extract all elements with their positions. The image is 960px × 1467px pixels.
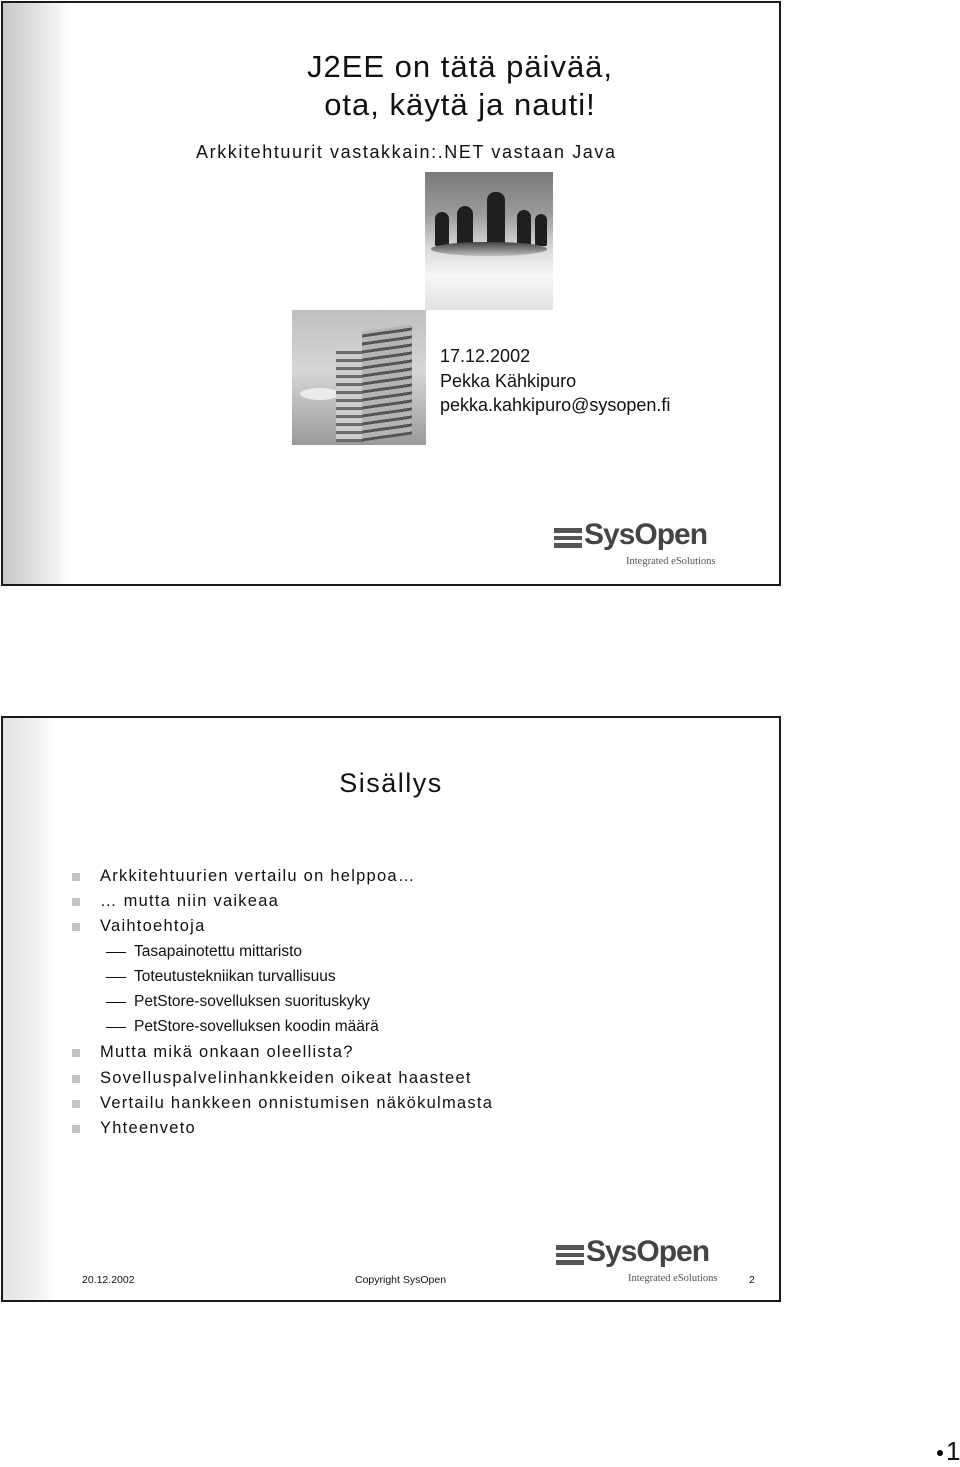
square-bullet-icon	[72, 1075, 80, 1083]
presenter-name: Pekka Kähkipuro	[440, 370, 577, 391]
square-bullet-icon	[72, 923, 80, 931]
presenter-email: pekka.kahkipuro@sysopen.fi	[440, 395, 671, 415]
dash-bullet-icon	[106, 1027, 126, 1028]
square-bullet-icon	[72, 1125, 80, 1133]
logo-wordmark: SysOpen	[586, 1235, 710, 1268]
sysopen-logo	[556, 1235, 736, 1290]
slide-1-subtitle: Arkkitehtuurit vastakkain:.NET vastaan Java	[196, 142, 617, 162]
page-number: 1	[937, 1436, 960, 1467]
toc-item: Arkkitehtuurien vertailu on helppoa…	[72, 865, 493, 890]
slide-side-band	[3, 3, 69, 584]
slide-1-title	[180, 48, 740, 124]
bullet-dot-icon	[937, 1450, 943, 1456]
logo-mark-icon	[554, 528, 582, 548]
toc-item: Vaihtoehtoja	[72, 915, 493, 940]
presenter-info	[440, 344, 670, 418]
sysopen-logo	[554, 518, 734, 573]
square-bullet-icon	[72, 1100, 80, 1108]
toc-item: Sovelluspalvelinhankkeiden oikeat haasteet	[72, 1067, 493, 1092]
toc-subitem: Toteutustekniikan turvallisuus	[72, 966, 493, 991]
slide-2-title: Sisällys	[339, 768, 443, 798]
slide-side-band	[3, 718, 55, 1300]
title-line-2: ota, käytä ja nauti!	[324, 87, 596, 122]
building-photo	[292, 310, 426, 445]
toc-item: Vertailu hankkeen onnistumisen näkökulmasta	[72, 1092, 493, 1117]
toc-item: Mutta mikä onkaan oleellista?	[72, 1041, 493, 1066]
title-line-1: J2EE on tätä päivää,	[306, 49, 614, 84]
footer-slide-number: 2	[749, 1274, 755, 1286]
toc-subitem: Tasapainotettu mittaristo	[72, 941, 493, 966]
logo-wordmark: SysOpen	[584, 518, 708, 551]
toc-subitem: PetStore-sovelluksen suorituskyky	[72, 991, 493, 1016]
square-bullet-icon	[72, 898, 80, 906]
square-bullet-icon	[72, 873, 80, 881]
dash-bullet-icon	[106, 977, 126, 978]
presentation-date: 17.12.2002	[440, 346, 531, 366]
square-bullet-icon	[72, 1049, 80, 1057]
meeting-photo	[425, 172, 553, 310]
logo-tagline: Integrated eSolutions	[626, 556, 716, 567]
toc-item: … mutta niin vaikeaa	[72, 890, 493, 915]
dash-bullet-icon	[106, 952, 126, 953]
table-of-contents	[72, 865, 493, 1142]
footer-date: 20.12.2002	[82, 1274, 135, 1286]
footer-copyright: Copyright SysOpen	[355, 1274, 447, 1286]
logo-mark-icon	[556, 1245, 584, 1265]
logo-tagline: Integrated eSolutions	[628, 1273, 718, 1284]
toc-subitem: PetStore-sovelluksen koodin määrä	[72, 1016, 493, 1041]
dash-bullet-icon	[106, 1002, 126, 1003]
toc-item: Yhteenveto	[72, 1117, 493, 1142]
